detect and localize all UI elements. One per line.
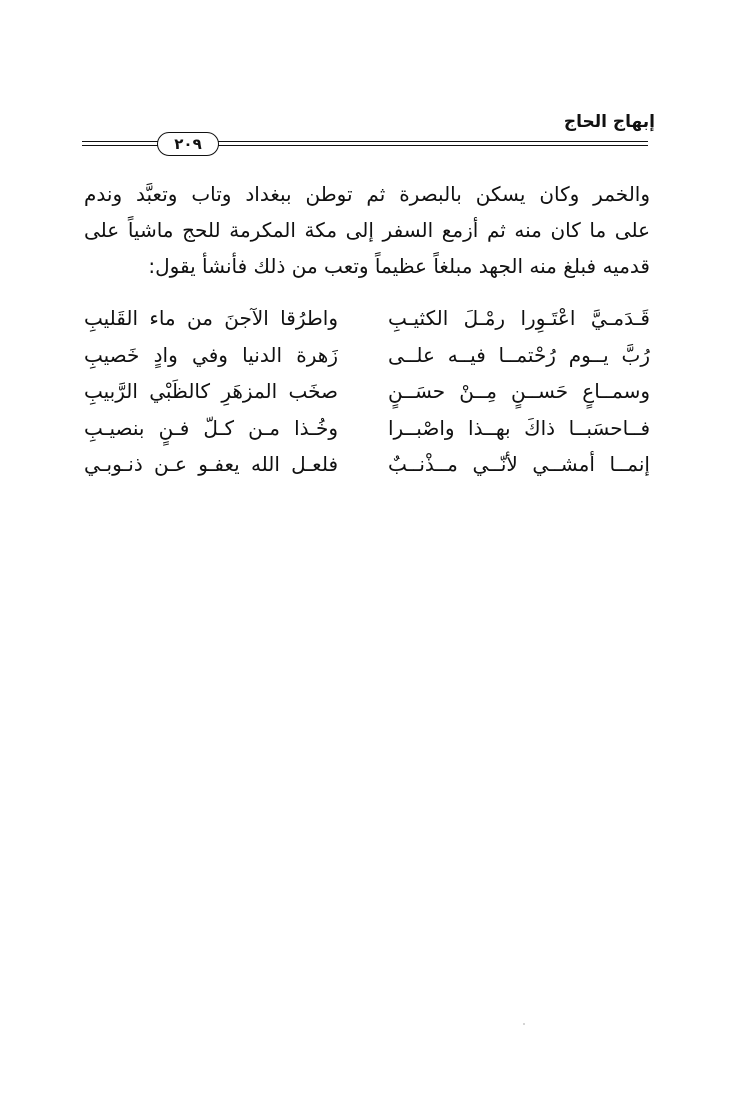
verse-second-hemistich: فلعـل الله يعفـو عـن ذنـوبـي xyxy=(84,452,338,476)
verse-second-hemistich: صخَب المزهَرِ كالظَبْي الرَّبيبِ xyxy=(84,379,338,403)
scan-speck xyxy=(523,1023,525,1025)
poem-verse xyxy=(84,410,650,447)
verse-first-hemistich: قَـدَمـيَّ اعْتَـوِرا رمْـلَ الكثيـبِ xyxy=(388,306,650,330)
poem-verse xyxy=(84,337,650,374)
poem-verse xyxy=(84,446,650,483)
header-rule xyxy=(82,136,648,154)
verse-second-hemistich: زَهرة الدنيا وفي وادٍ خَصيبِ xyxy=(84,342,338,367)
prose-line: على ما كان منه ثم أزمع السفر إلى مكة المكرمة للحج ماشياً على xyxy=(84,218,650,242)
verse-first-hemistich: وسمــاعٍ حَســنٍ مِــنْ حسَــنٍ xyxy=(388,379,650,403)
poem-verse xyxy=(84,300,650,337)
poem xyxy=(84,300,650,483)
verse-second-hemistich: واطرُقا الآجنَ من ماء القَليبِ xyxy=(84,306,338,330)
verse-first-hemistich: رُبَّ يــوم رُحْتمــا فيــه علــى xyxy=(388,342,650,367)
verse-second-hemistich: وخُـذا مـن كـلّ فـنٍ بنصيـبِ xyxy=(84,415,338,440)
verse-first-hemistich: فــاحسَبــا ذاكَ بهــذا واصْبــرا xyxy=(388,415,650,440)
prose-line: قدميه فبلغ منه الجهد مبلغاً عظيماً وتعب من ذلك فأنشأ يقول: xyxy=(148,254,650,278)
verse-first-hemistich: إنمــا أمشــي لأنّــي مــذْنــبٌ xyxy=(388,452,650,476)
page-number: ٢٠٩ xyxy=(157,132,219,156)
prose-line: والخمر وكان يسكن بالبصرة ثم توطن ببغداد وتاب وتعبَّد وندم xyxy=(84,182,650,206)
running-title: إبهاج الحاج xyxy=(563,112,655,132)
prose-paragraph xyxy=(84,176,650,284)
poem-verse xyxy=(84,373,650,410)
